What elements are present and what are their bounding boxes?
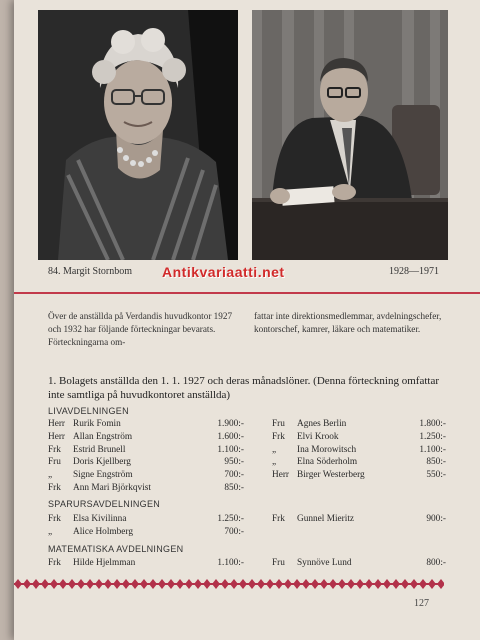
staff-title: Herr [272, 470, 290, 481]
border-diamond [167, 579, 175, 589]
staff-title: Frk [272, 431, 285, 442]
staff-row [272, 445, 446, 457]
border-diamond [50, 579, 58, 589]
border-diamond [419, 579, 427, 589]
border-diamond [302, 579, 310, 589]
staff-salary: 700:- [224, 470, 244, 481]
staff-name: Alice Holmberg [73, 526, 133, 537]
staff-row [272, 514, 446, 526]
section-divider [14, 292, 480, 294]
staff-row [48, 419, 244, 431]
border-diamond [77, 579, 85, 589]
staff-row [48, 432, 244, 444]
staff-name: Elsa Kivilinna [73, 514, 127, 524]
staff-row [48, 527, 244, 539]
staff-title: Herr [48, 419, 66, 429]
portrait-woman-image [38, 10, 238, 260]
staff-name: Gunnel Mieritz [297, 514, 355, 524]
border-diamond [410, 579, 418, 589]
border-diamond [347, 579, 355, 589]
watermark-logo: Antikvariaatti.net [162, 264, 285, 280]
border-diamond [392, 579, 400, 589]
staff-title: „ [48, 470, 53, 481]
border-diamond [437, 579, 444, 589]
border-diamond [275, 579, 283, 589]
section-title-liv: LIVAVDELNINGEN [48, 406, 129, 416]
staff-salary: 1.100:- [217, 444, 244, 455]
staff-title: Fru [272, 558, 285, 568]
staff-row [272, 558, 446, 570]
border-diamond [41, 579, 49, 589]
staff-salary: 1.600:- [217, 431, 244, 442]
portrait-photo-woman [38, 10, 238, 260]
staff-name: Estrid Brunell [73, 444, 126, 455]
staff-name: Elna Söderholm [297, 457, 358, 468]
border-diamond [257, 579, 265, 589]
staff-salary: 950:- [224, 457, 244, 468]
border-diamond [428, 579, 436, 589]
border-diamond [338, 579, 346, 589]
staff-title: Fru [48, 457, 61, 468]
border-diamond [356, 579, 364, 589]
staff-salary: 1.100:- [217, 558, 244, 568]
staff-row [48, 457, 244, 469]
staff-row [272, 432, 446, 444]
staff-name: Agnes Berlin [297, 419, 347, 429]
staff-name: Rurik Fomin [73, 419, 121, 429]
staff-salary: 550:- [426, 470, 446, 481]
border-diamond [194, 579, 202, 589]
staff-name: Synnöve Lund [297, 558, 352, 568]
staff-name: Doris Kjellberg [73, 457, 131, 468]
staff-title: Frk [48, 514, 61, 524]
staff-salary: 700:- [224, 526, 244, 537]
border-diamond [185, 579, 193, 589]
staff-name: Allan Engström [73, 431, 133, 442]
staff-name: Ann Mari Björkqvist [73, 483, 151, 493]
staff-salary: 1.250:- [419, 431, 446, 442]
border-diamond [14, 579, 22, 589]
border-diamond [95, 579, 103, 589]
border-diamond [230, 579, 238, 589]
border-diamond [59, 579, 67, 589]
staff-salary: 850:- [224, 483, 244, 493]
border-diamond [212, 579, 220, 589]
intro-text-left: Över de anställda på Verdandis huvudkontor 1927 och 1932 har följande förteckningar bevarats. Förteckningarna om- [48, 311, 233, 347]
portrait-photo-man [252, 10, 448, 260]
border-diamond [374, 579, 382, 589]
staff-row [48, 470, 244, 482]
staff-title: Herr [48, 431, 66, 442]
staff-salary: 800:- [426, 558, 446, 568]
staff-title: Frk [48, 558, 61, 568]
border-diamond [86, 579, 94, 589]
portrait-man-image [252, 10, 448, 260]
border-diamond [131, 579, 139, 589]
list-heading: 1. Bolagets anställda den 1. 1. 1927 och deras månadslöner. (Denna förteckning omfattar inte samtliga på huvudkontoret anställda) [48, 375, 439, 401]
staff-row [272, 419, 446, 431]
section-title-spar: SPARURSAVDELNINGEN [48, 499, 161, 509]
border-diamond [221, 579, 229, 589]
staff-name: Ina Morowitsch [297, 444, 357, 455]
border-diamond [113, 579, 121, 589]
staff-salary: 900:- [426, 514, 446, 524]
staff-row [272, 470, 446, 482]
intro-text-right: fattar inte direktionsmedlemmar, avdelningschefer, kontorschef, kamrer, läkare och matematiker. [254, 311, 442, 334]
photo-caption-left: 84. Margit Stornbom [48, 266, 132, 277]
staff-salary: 1.100:- [419, 444, 446, 455]
border-diamond [23, 579, 31, 589]
staff-title: Frk [48, 444, 61, 455]
decorative-border [14, 578, 444, 590]
border-diamond [383, 579, 391, 589]
staff-title: Fru [272, 419, 285, 429]
staff-title: „ [272, 457, 277, 468]
staff-salary: 1.250:- [217, 514, 244, 524]
border-diamond [203, 579, 211, 589]
staff-salary: 1.800:- [419, 419, 446, 429]
border-diamond [239, 579, 247, 589]
staff-name: Hilde Hjelmman [73, 558, 136, 568]
border-diamond [140, 579, 148, 589]
photo-caption-right: 1928—1971 [389, 266, 439, 277]
staff-name: Birger Westerberg [297, 470, 365, 481]
staff-title: „ [272, 444, 277, 455]
staff-salary: 1.900:- [217, 419, 244, 429]
border-diamond [104, 579, 112, 589]
staff-row [48, 483, 244, 495]
border-diamond [284, 579, 292, 589]
staff-title: Frk [48, 483, 61, 493]
border-diamond [329, 579, 337, 589]
border-diamond [32, 579, 40, 589]
border-diamond [293, 579, 301, 589]
staff-row [48, 558, 244, 570]
page-number: 127 [414, 598, 429, 609]
border-diamond [122, 579, 130, 589]
staff-row [272, 457, 446, 469]
book-page [14, 0, 480, 640]
staff-row [48, 445, 244, 457]
border-diamond [365, 579, 373, 589]
staff-name: Signe Engström [73, 470, 133, 481]
border-diamond [401, 579, 409, 589]
border-diamond [68, 579, 76, 589]
staff-title: Frk [272, 514, 285, 524]
border-diamond [158, 579, 166, 589]
border-diamond [320, 579, 328, 589]
border-diamond [248, 579, 256, 589]
staff-salary: 850:- [426, 457, 446, 468]
border-diamond [149, 579, 157, 589]
staff-row [48, 514, 244, 526]
staff-name: Elvi Krook [297, 431, 339, 442]
border-diamond [266, 579, 274, 589]
section-title-mat: MATEMATISKA AVDELNINGEN [48, 544, 184, 554]
staff-title: „ [48, 526, 53, 537]
border-diamond [311, 579, 319, 589]
border-diamond [176, 579, 184, 589]
